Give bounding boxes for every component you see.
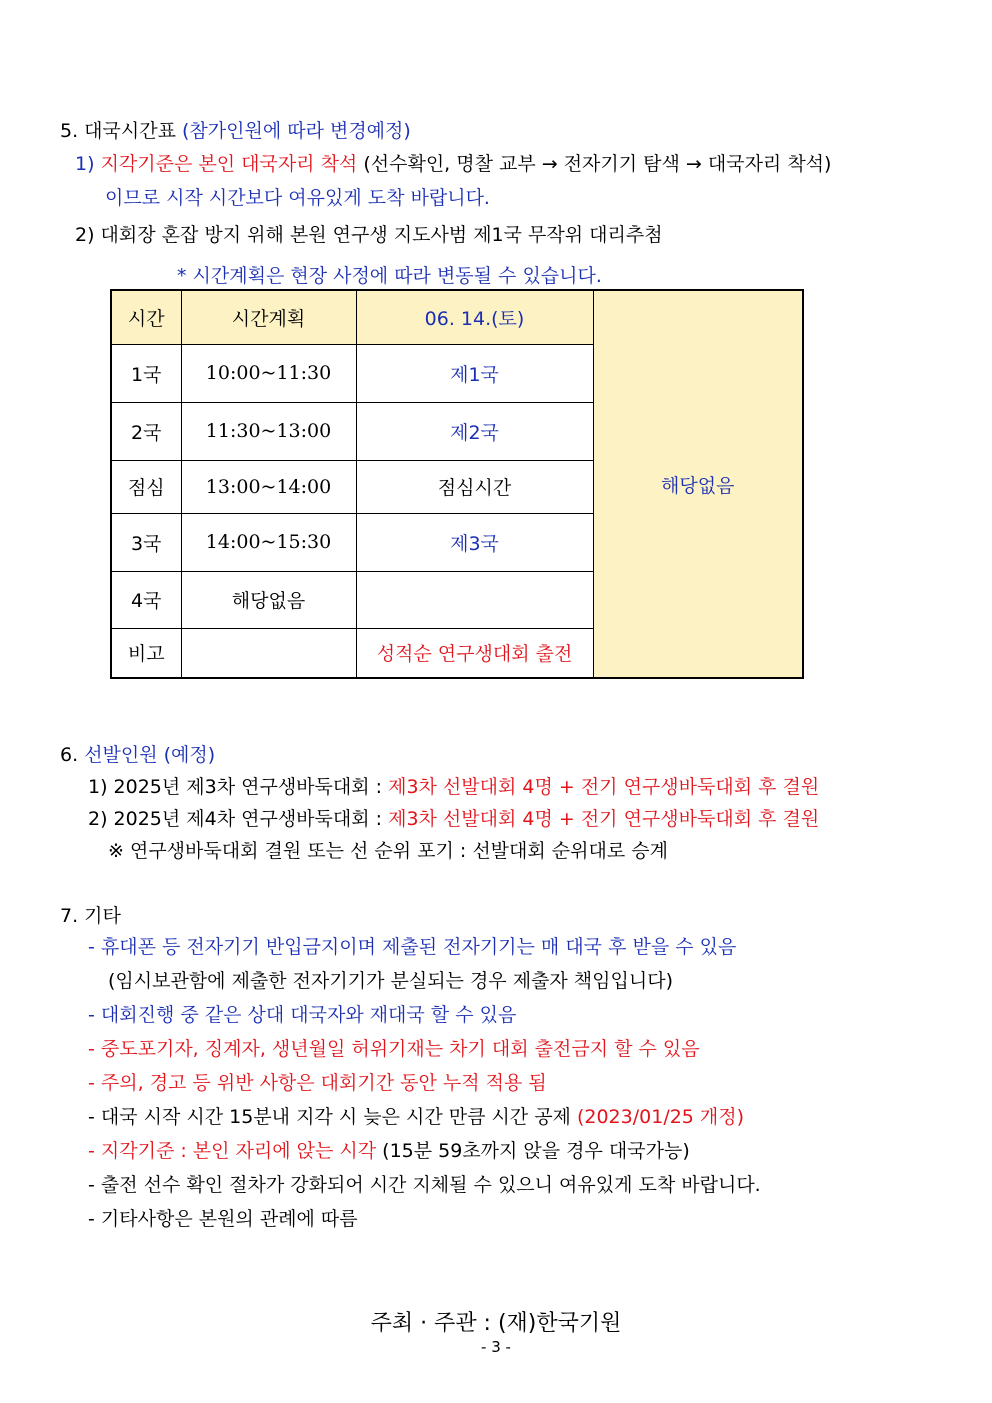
row-plan: 10:00~11:30 <box>181 344 356 402</box>
section7-line7: - 출전 선수 확인 절차가 강화되어 시간 지체될 수 있으니 여유있게 도착 바랍니다. <box>88 1174 761 1196</box>
row-plan: 13:00~14:00 <box>181 460 356 513</box>
section6-heading: 6. 선발인원 (예정) <box>60 744 216 766</box>
row-game: 성적순 연구생대회 출전 <box>356 628 593 678</box>
section6-note: ※ 연구생바둑대회 결원 또는 선 순위 포기 : 선발대회 순위대로 승계 <box>108 840 668 862</box>
section7-line6: - 지각기준 : 본인 자리에 앉는 시각 (15분 59초까지 앉을 경우 대국가능) <box>88 1140 690 1162</box>
row-plan: 11:30~13:00 <box>181 402 356 460</box>
section5-item2: 2) 대회장 혼잡 방지 위해 본원 연구생 지도사범 제1국 무작위 대리추첨 <box>75 224 663 246</box>
row-round: 2국 <box>111 402 181 460</box>
section5-heading: 5. 대국시간표 (참가인원에 따라 변경예정) <box>60 120 411 142</box>
section6-item2: 2) 2025년 제4차 연구생바둑대회 : 제3차 선발대회 4명 + 전기 연구생바둑대회 후 결원 <box>88 808 820 830</box>
section7-line4: - 주의, 경고 등 위반 사항은 대회기간 동안 누적 적용 됨 <box>88 1072 547 1094</box>
section5-item1: 1) 지각기준은 본인 대국자리 착석 (선수확인, 명찰 교부 → 전자기기 탐색 → 대국자리 착석) <box>75 153 832 175</box>
row-game: 제1국 <box>356 344 593 402</box>
header-time: 시간 <box>111 290 181 344</box>
schedule-notice: * 시간계획은 현장 사정에 따라 변동될 수 있습니다. <box>177 265 602 287</box>
section5-note: (참가인원에 따라 변경예정) <box>182 120 411 142</box>
header-plan: 시간계획 <box>181 290 356 344</box>
schedule-table <box>110 289 804 679</box>
section7-line3: - 중도포기자, 징계자, 생년월일 허위기재는 차기 대회 출전금지 할 수 있음 <box>88 1038 700 1060</box>
section7-line1: - 휴대폰 등 전자기기 반입금지이며 제출된 전자기기는 매 대국 후 받을 수 있음 <box>88 936 737 958</box>
row-round: 3국 <box>111 513 181 571</box>
side-cell-none: 해당없음 <box>593 290 803 678</box>
row-round: 점심 <box>111 460 181 513</box>
row-game <box>356 571 593 628</box>
row-game: 제2국 <box>356 402 593 460</box>
section7-line5: - 대국 시작 시간 15분내 지각 시 늦은 시간 만큼 시간 공제 (2023/01/25 개정) <box>88 1106 745 1128</box>
page-number: - 3 - <box>481 1338 511 1356</box>
section7-line8: - 기타사항은 본원의 관례에 따름 <box>88 1208 358 1230</box>
footer-organizer: 주최 · 주관 : (재)한국기원 <box>370 1311 622 1336</box>
table-header-row <box>111 290 803 344</box>
row-round: 4국 <box>111 571 181 628</box>
row-plan: 14:00~15:30 <box>181 513 356 571</box>
row-round: 비고 <box>111 628 181 678</box>
section6-item1: 1) 2025년 제3차 연구생바둑대회 : 제3차 선발대회 4명 + 전기 연구생바둑대회 후 결원 <box>88 776 820 798</box>
row-plan: 해당없음 <box>181 571 356 628</box>
header-date: 06. 14.(토) <box>356 290 593 344</box>
section7-line2: - 대회진행 중 같은 상대 대국자와 재대국 할 수 있음 <box>88 1004 517 1026</box>
section7-line1b: (임시보관함에 제출한 전자기기가 분실되는 경우 제출자 책임입니다) <box>108 970 673 992</box>
row-plan <box>181 628 356 678</box>
section7-heading: 7. 기타 <box>60 905 121 927</box>
section5-item1-line2: 이므로 시작 시간보다 여유있게 도착 바랍니다. <box>105 187 490 209</box>
row-game: 제3국 <box>356 513 593 571</box>
row-game: 점심시간 <box>356 460 593 513</box>
row-round: 1국 <box>111 344 181 402</box>
